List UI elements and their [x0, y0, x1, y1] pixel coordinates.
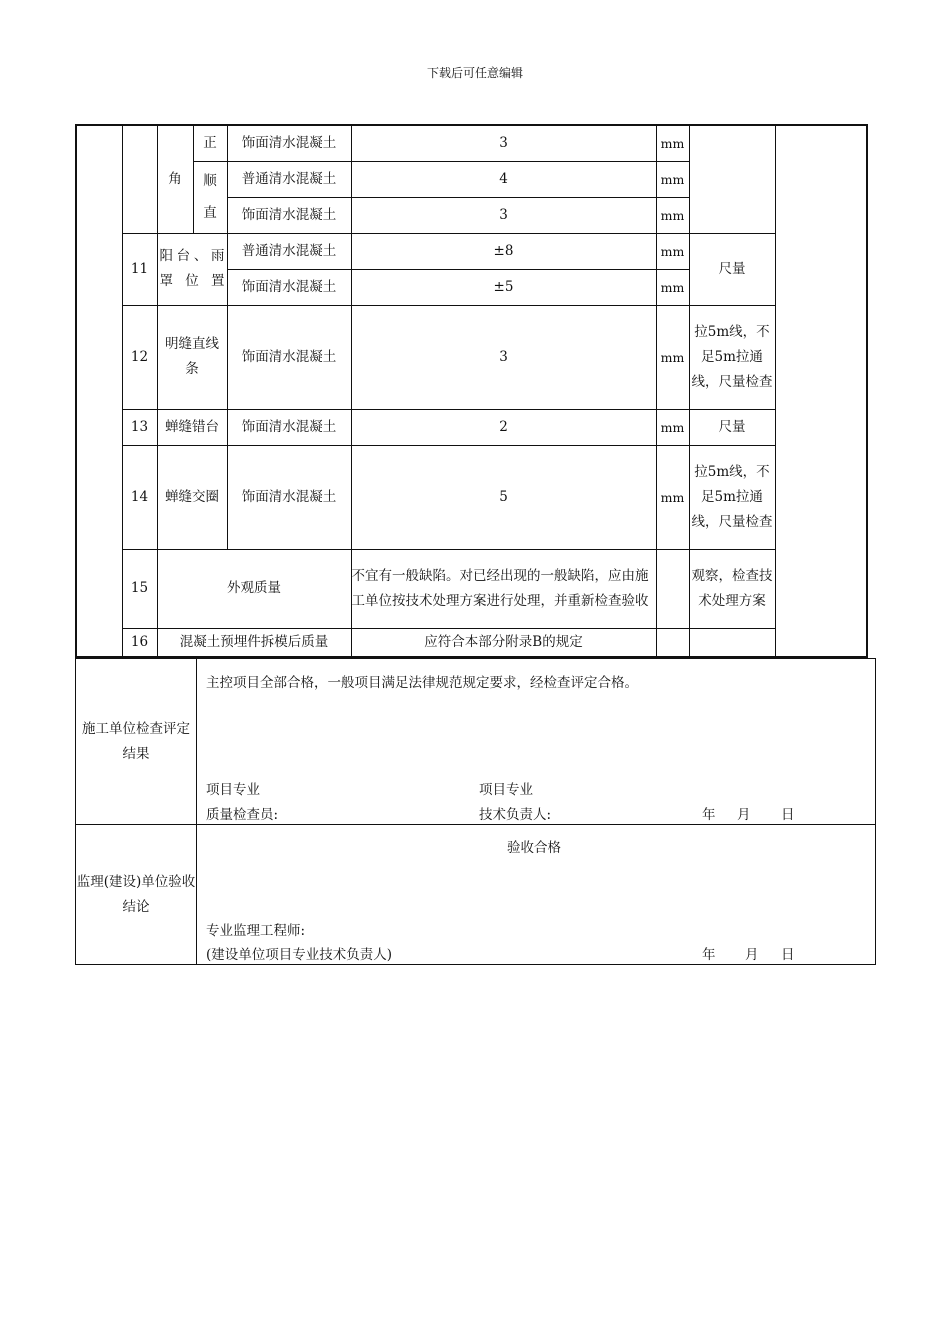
unit-cell: mm — [656, 197, 689, 233]
tolerance-value-cell: ±5 — [351, 269, 656, 305]
concrete-type-cell: 普通清水混凝土 — [227, 161, 351, 197]
unit-cell — [656, 549, 689, 628]
supervision-label: 监理(建设)单位验收结论 — [76, 825, 197, 965]
sub-item-char: 顺 — [203, 173, 217, 189]
method-cell: 观察，检查技术处理方案 — [689, 549, 775, 628]
method-cell — [689, 125, 775, 233]
requirement-cell: 不宜有一般缺陷。对已经出现的一般缺陷，应由施工单位按技术处理方案进行处理，并重新检查验收 — [351, 549, 656, 628]
concrete-type-cell: 饰面清水混凝土 — [227, 409, 351, 445]
owner-tech-lead-label: (建设单位项目专业技术负责人) — [206, 947, 393, 963]
left-margin-cell — [76, 125, 122, 657]
date-month: 月 — [745, 947, 759, 963]
tolerance-value-cell: 2 — [351, 409, 656, 445]
item-name-cell: 蝉缝交圈 — [157, 445, 227, 549]
concrete-type-cell: 饰面清水混凝土 — [227, 305, 351, 409]
supervising-engineer-label: 专业监理工程师: — [206, 923, 306, 939]
signoff-table — [75, 658, 876, 965]
method-cell: 拉5m线，不足5m拉通线，尺量检查 — [689, 305, 775, 409]
item-name-cell: 外观质量 — [157, 549, 351, 628]
tolerance-value-cell: 3 — [351, 125, 656, 161]
row-number-cell: 11 — [122, 233, 157, 305]
construction-result-cell — [197, 659, 876, 825]
item-name-cell: 蝉缝错台 — [157, 409, 227, 445]
unit-cell: mm — [656, 161, 689, 197]
supervision-result-text: 验收合格 — [507, 840, 561, 856]
sub-item-char: 直 — [203, 205, 217, 221]
unit-cell: mm — [656, 409, 689, 445]
tolerance-value-cell: 3 — [351, 305, 656, 409]
row-number-cell: 15 — [122, 549, 157, 628]
tolerance-value-cell: 4 — [351, 161, 656, 197]
sub-item-cell: 正 — [193, 125, 227, 161]
unit-cell: mm — [656, 305, 689, 409]
page-header: 下载后可任意编辑 — [426, 66, 523, 80]
unit-cell: mm — [656, 233, 689, 269]
concrete-type-cell: 饰面清水混凝土 — [227, 125, 351, 161]
construction-result-text: 主控项目全部合格，一般项目满足法律规范规定要求，经检查评定合格。 — [206, 675, 638, 691]
requirement-cell: 应符合本部分附录B的规定 — [351, 628, 656, 657]
tolerance-value-cell: 3 — [351, 197, 656, 233]
unit-cell: mm — [656, 445, 689, 549]
concrete-type-cell: 普通清水混凝土 — [227, 233, 351, 269]
row-number-cell: 14 — [122, 445, 157, 549]
date-month: 月 — [737, 807, 751, 823]
unit-cell: mm — [656, 125, 689, 161]
tolerance-value-cell: 5 — [351, 445, 656, 549]
inspection-items-table — [75, 124, 868, 658]
item-name-cell: 阳台、雨罩位置 — [157, 233, 227, 305]
method-cell — [689, 628, 775, 657]
supervision-result-cell — [197, 825, 876, 965]
tolerance-value-cell: ±8 — [351, 233, 656, 269]
row-number-cell — [122, 125, 157, 233]
quality-inspector-label-1: 项目专业 — [206, 782, 260, 798]
concrete-type-cell: 饰面清水混凝土 — [227, 269, 351, 305]
right-margin-cell — [775, 125, 867, 657]
concrete-type-cell: 饰面清水混凝土 — [227, 197, 351, 233]
sub-item-cell — [193, 161, 227, 233]
unit-cell: mm — [656, 269, 689, 305]
method-cell: 尺量 — [689, 409, 775, 445]
quality-inspector-label-2: 质量检查员: — [206, 807, 279, 823]
unit-cell — [656, 628, 689, 657]
date-day: 日 — [781, 807, 795, 823]
method-cell: 尺量 — [689, 233, 775, 305]
date-day: 日 — [781, 947, 795, 963]
item-name-cell: 混凝土预埋件拆模后质量 — [157, 628, 351, 657]
tech-lead-label-2: 技术负责人: — [479, 807, 552, 823]
concrete-type-cell: 饰面清水混凝土 — [227, 445, 351, 549]
row-number-cell: 12 — [122, 305, 157, 409]
row-number-cell: 16 — [122, 628, 157, 657]
date-year: 年 — [702, 807, 716, 823]
item-name-cell: 明缝直线条 — [157, 305, 227, 409]
row-number-cell: 13 — [122, 409, 157, 445]
tech-lead-label-1: 项目专业 — [479, 782, 533, 798]
construction-label: 施工单位检查评定结果 — [76, 659, 197, 825]
item-name-cell: 角 — [157, 125, 193, 233]
method-cell: 拉5m线，不足5m拉通线，尺量检查 — [689, 445, 775, 549]
date-year: 年 — [702, 947, 716, 963]
